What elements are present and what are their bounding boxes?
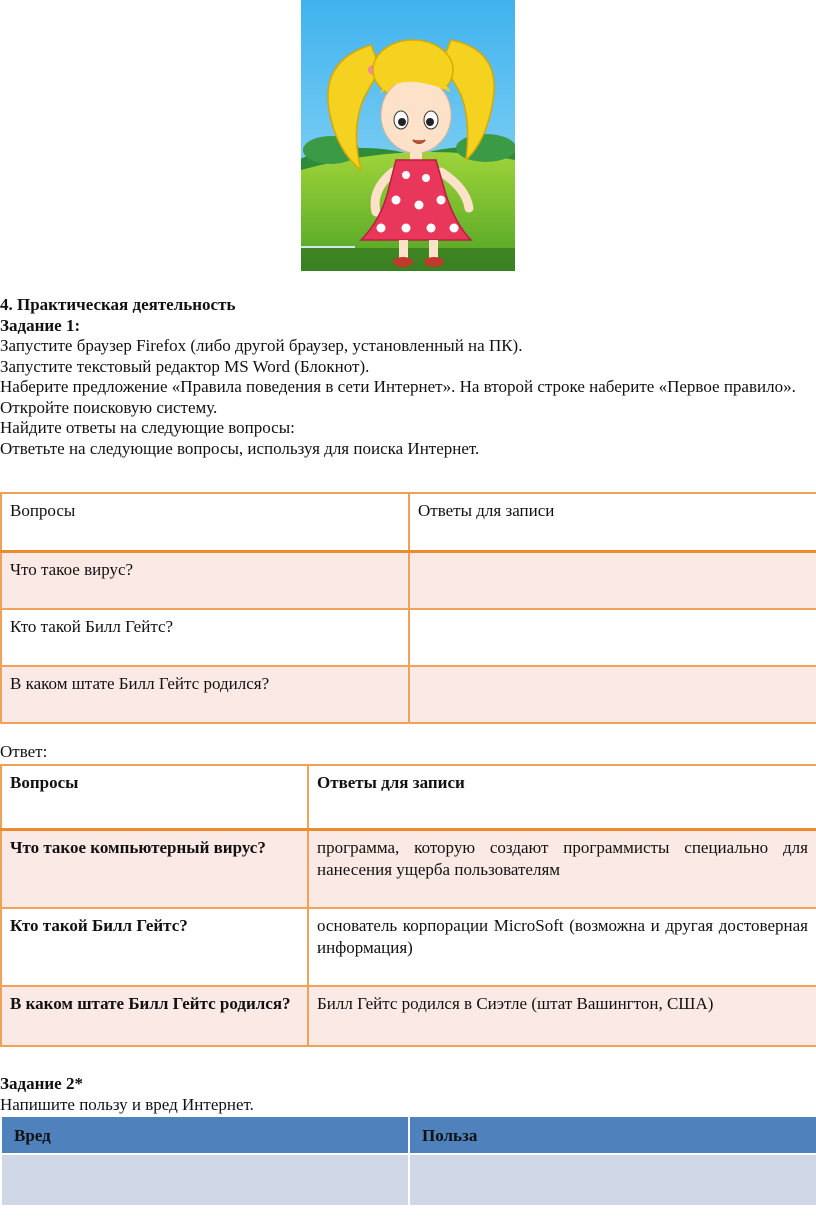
answer-cell: основатель корпорации MicroSoft (возможна и другая достоверная информация) (308, 908, 816, 986)
table-header-row (1, 493, 816, 552)
task1-line: Откройте поисковую систему. (0, 397, 218, 417)
answer-cell: Билл Гейтс родился в Сиэтле (штат Вашингтон, США) (308, 986, 816, 1046)
table-row (1, 1154, 816, 1206)
task1-line: Найдите ответы на следующие вопросы: (0, 418, 295, 437)
task1-line: Запустите браузер Firefox (либо другой браузер, установленный на ПК). (0, 336, 523, 355)
task1-block (0, 295, 816, 459)
question-cell: В каком штате Билл Гейтс родился? (1, 986, 308, 1046)
header-answers: Ответы для записи (409, 493, 816, 552)
task2-line: Напишите пользу и вред Интернет. (0, 1094, 254, 1114)
task1-line: Запустите текстовый редактор MS Word (Блокнот). (0, 356, 370, 376)
answer-label-block (0, 742, 816, 763)
answer-cell (409, 666, 816, 723)
answer-label: Ответ: (0, 742, 48, 761)
table-row (1, 986, 816, 1046)
question-cell: Что такое вирус? (1, 552, 409, 610)
table-row (1, 830, 816, 909)
answer-cell (409, 609, 816, 666)
question-cell: Кто такой Билл Гейтс? (1, 908, 308, 986)
task2-title: Задание 2* (0, 1074, 83, 1093)
benefit-cell (409, 1154, 816, 1206)
task1-title: Задание 1: (0, 315, 81, 335)
question-cell: Кто такой Билл Гейтс? (1, 609, 409, 666)
questions-table (0, 492, 816, 724)
table-row (1, 552, 816, 610)
header-answers: Ответы для записи (308, 765, 816, 830)
answer-cell: программа, которую создают программисты специально для нанесения ущерба пользователям (308, 830, 816, 909)
header-benefit: Польза (409, 1116, 816, 1154)
table-row (1, 609, 816, 666)
question-cell: Что такое компьютерный вирус? (1, 830, 308, 909)
table-row (1, 666, 816, 723)
task1-line: Ответьте на следующие вопросы, используя для поиска Интернет. (0, 438, 480, 458)
answers-table (0, 764, 816, 1047)
harm-benefit-table (0, 1115, 816, 1207)
task2-block (0, 1074, 816, 1115)
cartoon-girl-illustration (301, 0, 515, 271)
task1-line: Наберите предложение «Правила поведения в сети Интернет». На второй строке наберите «Первое правило». (0, 377, 796, 396)
header-questions: Вопросы (1, 765, 308, 830)
header-questions: Вопросы (1, 493, 409, 552)
answer-cell (409, 552, 816, 610)
question-cell: В каком штате Билл Гейтс родился? (1, 666, 409, 723)
table-header-row (1, 765, 816, 830)
section-title: 4. Практическая деятельность (0, 295, 236, 314)
table-header-row (1, 1116, 816, 1154)
table-row (1, 908, 816, 986)
header-harm: Вред (1, 1116, 409, 1154)
harm-cell (1, 1154, 409, 1206)
